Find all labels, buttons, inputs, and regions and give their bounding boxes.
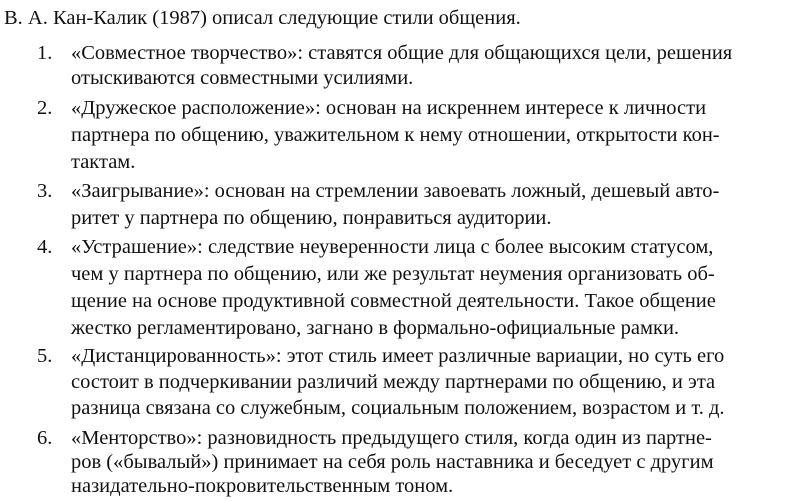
item-number: 2.: [37, 97, 53, 119]
item-number: 6.: [37, 427, 53, 449]
item-text-line: ров («бывалый») принимает на себя роль наставника и беседует с другим: [71, 451, 714, 473]
item-number: 4.: [37, 236, 53, 258]
item-text-line: чем у партнера по общению, или же результат неумения организовать об-: [71, 263, 715, 285]
item-text-line: назидательно-покровительственным тоном.: [71, 475, 454, 497]
item-text-line: «Дистанцированность»: этот стиль имеет различные вариации, но суть его: [71, 345, 725, 367]
item-text-line: партнера по общению, уважительном к нему отношении, открытости кон-: [71, 124, 720, 146]
item-text-line: «Заигрывание»: основан на стремлении завоевать ложный, дешевый авто-: [71, 180, 720, 202]
item-text-line: отыскиваются совместными усилиями.: [71, 67, 414, 89]
intro-text: В. А. Кан-Калик (1987) описал следующие стили общения.: [4, 7, 521, 29]
item-text-line: «Совместное творчество»: ставятся общие для общающихся цели, решения: [71, 42, 733, 64]
item-text-line: «Устрашение»: следствие неуверенности лица с более высоким статусом,: [71, 236, 714, 258]
item-text-line: щение на основе продуктивной совместной деятельности. Такое общение: [71, 290, 716, 312]
item-text-line: «Менторство»: разновидность предыдущего стиля, когда один из партне-: [71, 427, 712, 449]
item-number: 1.: [37, 42, 53, 64]
item-text-line: разница связана со служебным, социальным положением, возрастом и т. д.: [71, 397, 725, 419]
item-text-line: жестко регламентировано, загнано в формально-официальные рамки.: [71, 317, 680, 339]
item-text-line: тактам.: [71, 151, 136, 173]
item-number: 5.: [37, 345, 53, 367]
item-text-line: состоит в подчеркивании различий между партнерами по общению, и эта: [71, 371, 716, 393]
item-text-line: «Дружеское расположение»: основан на искреннем интересе к личности: [71, 97, 707, 119]
item-text-line: ритет у партнера по общению, понравиться аудитории.: [71, 207, 552, 229]
item-number: 3.: [37, 180, 53, 202]
